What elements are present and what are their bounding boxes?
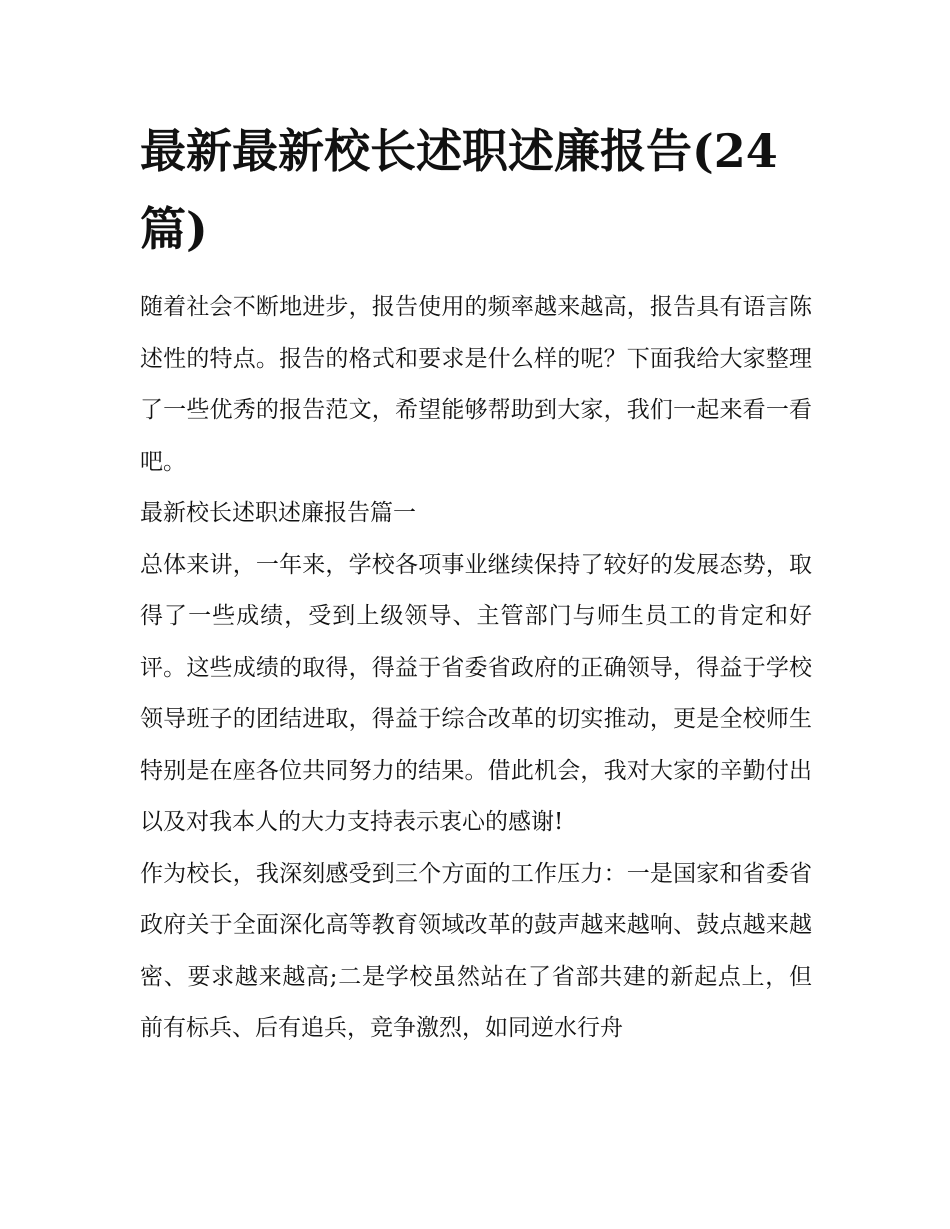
body-paragraph: 总体来讲，一年来，学校各项事业继续保持了较好的发展态势，取得了一些成绩，受到上级领导、主管部门与师生员工的肯定和好评。这些成绩的取得，得益于省委省政府的正确领导，得益于学校领导班子的团结进取，得益于综合改革的切实推动，更是全校师生特别是在座各位共同努力的结果。借此机会，我对大家的辛勤付出以及对我本人的大力支持表示衷心的感谢! [140,551,812,835]
intro-paragraph: 随着社会不断地进步，报告使用的频率越来越高，报告具有语言陈述性的特点。报告的格式和要求是什么样的呢？下面我给大家整理了一些优秀的报告范文，希望能够帮助到大家，我们一起来看一看吧。 [140,294,812,475]
document-body [140,112,812,1055]
body-paragraph: 作为校长，我深刻感受到三个方面的工作压力：一是国家和省委省政府关于全面深化高等教育领域改革的鼓声越来越响、鼓点越来越密、要求越来越高;二是学校虽然站在了省部共建的新起点上，但前有标兵、后有追兵，竞争激烈，如同逆水行舟 [140,860,812,1041]
section-heading: 最新校长述职述廉报告篇一 [140,500,416,526]
document-title: 最新最新校长述职述廉报告(24篇) [140,124,778,256]
